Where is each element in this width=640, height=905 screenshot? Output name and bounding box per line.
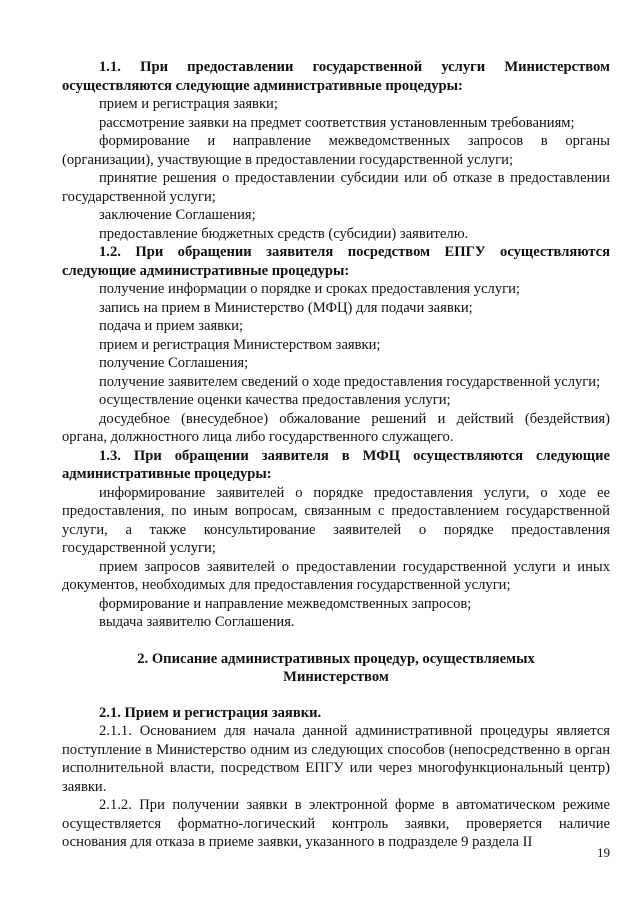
paragraph: получение информации о порядке и сроках предоставления услуги; bbox=[99, 281, 520, 297]
subsection-heading: 2.1. Прием и регистрация заявки. bbox=[99, 704, 322, 721]
paragraph: досудебное (внесудебное) обжалование решений и действий (бездействия) органа, должностного лица либо государственного служащего. bbox=[62, 410, 610, 445]
paragraph: рассмотрение заявки на предмет соответствия установленным требованиям; bbox=[99, 114, 575, 131]
paragraph: прием и регистрация заявки; bbox=[99, 96, 278, 112]
section-heading-line-1: 2. Описание административных процедур, осуществляемых bbox=[137, 650, 535, 667]
paragraph: формирование и направление межведомственных запросов; bbox=[99, 595, 472, 612]
paragraph: запись на прием в Министерство (МФЦ) для подачи заявки; bbox=[99, 299, 473, 316]
paragraph: прием запросов заявителей о предоставлении государственной услуги и иных документов, необходимых для предоставления государственной услуги; bbox=[62, 558, 610, 593]
paragraph: 2.1.2. При получении заявки в электронной форме в автоматическом режиме осуществляется форматно-логический контроль заявки, проверяется наличие основания для отказа в приеме заявки, указанного в подразделе 9 раздела II bbox=[62, 797, 610, 850]
paragraph: получение заявителем сведений о ходе предоставления государственной услуги; bbox=[99, 373, 601, 390]
subsection-body bbox=[62, 722, 610, 852]
paragraph: заключение Соглашения; bbox=[99, 207, 256, 223]
paragraph: подача и прием заявки; bbox=[99, 318, 244, 334]
paragraph: 2.1.1. Основанием для начала данной административной процедуры является поступление в Министерство одним из следующих способов (непосредственно в орган исполнительной власти, посредством ЕПГУ или через многофункциональный центр) заявки. bbox=[62, 723, 610, 795]
document-body bbox=[62, 58, 610, 852]
paragraph: прием и регистрация Министерством заявки; bbox=[99, 336, 381, 353]
subsection-heading-paragraph: 1.2. При обращении заявителя посредством ЕПГУ осуществляются следующие административные процедуры: bbox=[62, 244, 610, 279]
paragraph: выдача заявителю Соглашения. bbox=[99, 614, 295, 630]
paragraph: принятие решения о предоставлении субсидии или об отказе в предоставлении государственной услуги; bbox=[62, 170, 610, 205]
paragraph: информирование заявителей о порядке предоставления услуги, о ходе ее предоставления, по иным вопросам, связанным с предоставлением государственной услуги, а также консультирование заявителей о порядке предоставления государственной услуги; bbox=[62, 484, 610, 556]
subsection-heading-paragraph: 1.1. При предоставлении государственной услуги Министерством осуществляются следующие административные процедуры: bbox=[62, 59, 610, 94]
section-heading bbox=[62, 650, 610, 687]
page-number: 19 bbox=[597, 845, 610, 860]
subsection-heading-paragraph: 1.3. При обращении заявителя в МФЦ осуществляются следующие административные процедуры: bbox=[62, 447, 610, 482]
paragraph: формирование и направление межведомственных запросов в органы (организации), участвующие в предоставлении государственной услуги; bbox=[62, 133, 610, 168]
paragraph: получение Соглашения; bbox=[99, 355, 249, 371]
paragraph: осуществление оценки качества предоставления услуги; bbox=[99, 392, 451, 408]
paragraph: предоставление бюджетных средств (субсидии) заявителю. bbox=[99, 225, 469, 242]
procedures-list bbox=[62, 58, 610, 632]
section-heading-line-2: Министерством bbox=[283, 669, 389, 685]
